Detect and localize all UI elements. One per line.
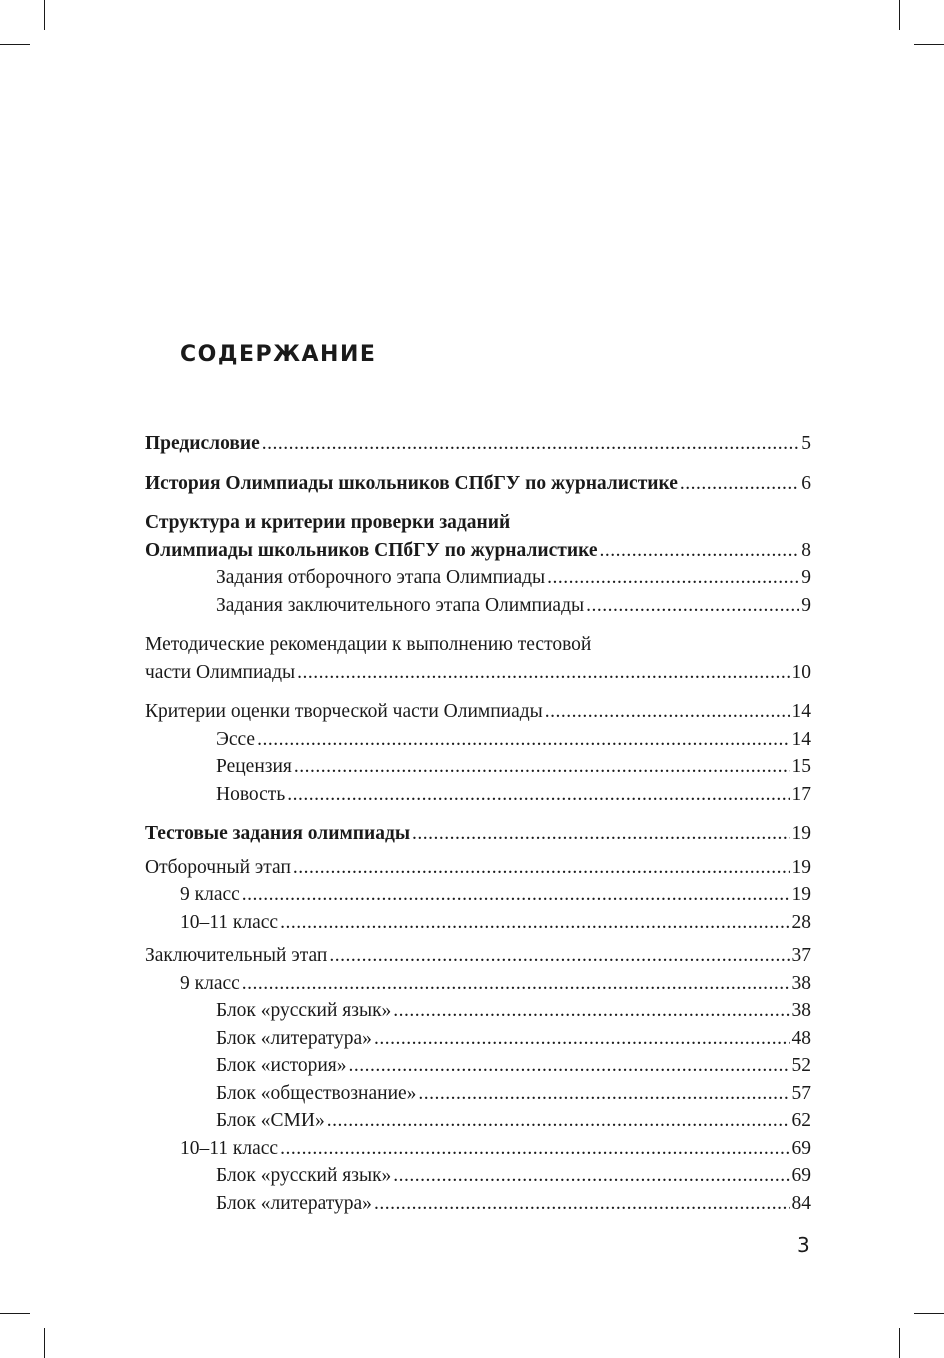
toc-page-number: 14 bbox=[791, 728, 811, 750]
toc-leader-dots bbox=[600, 537, 800, 565]
toc-page-number: 9 bbox=[801, 567, 811, 588]
toc-page-number: 69 bbox=[791, 1137, 811, 1159]
toc-page-number: 84 bbox=[791, 1192, 811, 1214]
toc-entry-title: Рецензия bbox=[216, 756, 292, 777]
toc-entry-grade10-11-literature[interactable] bbox=[145, 1190, 811, 1218]
toc-page-number: 14 bbox=[791, 701, 811, 722]
toc-entry-qualifying-stage[interactable] bbox=[145, 854, 811, 882]
toc-entry-grade9-literature[interactable] bbox=[145, 1025, 811, 1053]
toc-entry-title: Задания заключительного этапа Олимпиады bbox=[216, 594, 585, 616]
toc-entry-title: Задания отборочного этапа Олимпиады bbox=[216, 567, 546, 588]
toc-entry-title: Критерии оценки творческой части Олимпиады bbox=[145, 701, 543, 722]
toc-entry-review[interactable] bbox=[145, 753, 811, 781]
crop-mark-top-right bbox=[899, 0, 900, 30]
toc-entry-title: Заключительный этап bbox=[145, 945, 328, 966]
toc-page-number: 6 bbox=[801, 472, 811, 494]
toc-leader-dots bbox=[586, 592, 799, 620]
toc-entry-title: 10–11 класс bbox=[180, 1137, 279, 1159]
toc-entry-qualifying-grade-9[interactable] bbox=[145, 881, 811, 909]
toc-leader-dots bbox=[393, 1162, 789, 1190]
toc-leader-dots bbox=[545, 698, 790, 726]
toc-leader-dots bbox=[280, 1135, 789, 1163]
toc-leader-dots bbox=[262, 430, 799, 458]
toc-entry-final-tasks[interactable] bbox=[145, 592, 811, 620]
crop-mark-top-right-horizontal bbox=[914, 44, 944, 45]
toc-leader-dots bbox=[329, 942, 789, 970]
toc-page-number: 8 bbox=[801, 539, 811, 561]
toc-entry-structure[interactable] bbox=[145, 537, 811, 565]
toc-page-number: 52 bbox=[791, 1055, 811, 1076]
toc-entry-essay[interactable] bbox=[145, 726, 811, 754]
toc-leader-dots bbox=[327, 1107, 790, 1135]
toc-leader-dots bbox=[242, 970, 790, 998]
toc-entry-title: Блок «СМИ» bbox=[216, 1110, 325, 1131]
toc-entry-methodic-line1[interactable]: Методические рекомендации к выполнению тестовой bbox=[145, 634, 592, 655]
toc-entry-title: Блок «русский язык» bbox=[216, 1165, 392, 1186]
toc-page-number: 69 bbox=[791, 1165, 811, 1186]
toc-entry-criteria[interactable] bbox=[145, 698, 811, 726]
crop-mark-top-left-horizontal bbox=[0, 44, 30, 45]
toc-leader-dots bbox=[680, 470, 799, 498]
toc-entry-title: История Олимпиады школьников СПбГУ по журналистике bbox=[145, 472, 678, 494]
toc-leader-dots bbox=[293, 854, 790, 882]
toc-entry-structure-line1[interactable]: Структура и критерии проверки заданий bbox=[145, 512, 511, 533]
toc-entry-history[interactable] bbox=[145, 470, 811, 498]
toc-page-number: 19 bbox=[791, 823, 811, 844]
toc-leader-dots bbox=[297, 659, 789, 687]
toc-entry-title: Новость bbox=[216, 783, 286, 805]
toc-entry-grade9-social-studies[interactable] bbox=[145, 1080, 811, 1108]
toc-leader-dots bbox=[280, 909, 789, 937]
toc-page-number: 38 bbox=[791, 972, 811, 994]
toc-entry-title: Блок «литература» bbox=[216, 1192, 372, 1214]
toc-entry-final-grade-10-11[interactable] bbox=[145, 1135, 811, 1163]
toc-entry-final-stage[interactable] bbox=[145, 942, 811, 970]
toc-entry-title: 9 класс bbox=[180, 972, 240, 994]
page-title: СОДЕРЖАНИЕ bbox=[180, 342, 377, 367]
crop-mark-top-left bbox=[44, 0, 45, 30]
toc-entry-title: Отборочный этап bbox=[145, 856, 291, 878]
toc-leader-dots bbox=[547, 564, 799, 592]
toc-entry-grade9-russian[interactable] bbox=[145, 997, 811, 1025]
toc-page-number: 9 bbox=[801, 594, 811, 616]
toc-page-number: 19 bbox=[791, 856, 811, 878]
toc-leader-dots bbox=[294, 753, 790, 781]
toc-entry-final-grade-9[interactable] bbox=[145, 970, 811, 998]
toc-entry-title: 10–11 класс bbox=[180, 911, 279, 933]
toc-entry-title: Эссе bbox=[216, 728, 256, 750]
toc-leader-dots bbox=[257, 726, 789, 754]
toc-entry-title: Блок «литература» bbox=[216, 1027, 372, 1049]
toc-entry-title: Блок «обществознание» bbox=[216, 1082, 417, 1104]
toc-entry-title: Тестовые задания олимпиады bbox=[145, 823, 411, 844]
toc-entry-tests[interactable] bbox=[145, 820, 811, 848]
toc-entry-news[interactable] bbox=[145, 781, 811, 809]
toc-leader-dots bbox=[412, 820, 789, 848]
table-of-contents bbox=[145, 430, 811, 1217]
toc-entry-qualifying-tasks[interactable] bbox=[145, 564, 811, 592]
toc-page-number: 28 bbox=[791, 911, 811, 933]
toc-entry-title: Блок «история» bbox=[216, 1055, 347, 1076]
toc-leader-dots bbox=[287, 781, 789, 809]
toc-page-number: 17 bbox=[791, 783, 811, 805]
toc-page-number: 10 bbox=[791, 661, 811, 683]
toc-entry-methodic[interactable] bbox=[145, 659, 811, 687]
toc-page-number: 15 bbox=[791, 756, 811, 777]
toc-entry-qualifying-grade-10-11[interactable] bbox=[145, 909, 811, 937]
toc-page-number: 48 bbox=[791, 1027, 811, 1049]
toc-page-number: 37 bbox=[791, 945, 811, 966]
toc-page-number: 57 bbox=[791, 1082, 811, 1104]
toc-entry-title: 9 класс bbox=[180, 884, 240, 905]
toc-leader-dots bbox=[349, 1052, 790, 1080]
crop-mark-bottom-right bbox=[899, 1328, 900, 1358]
crop-mark-bottom-left-horizontal bbox=[0, 1313, 30, 1314]
toc-leader-dots bbox=[393, 997, 789, 1025]
toc-entry-grade9-media[interactable] bbox=[145, 1107, 811, 1135]
toc-page-number: 19 bbox=[791, 884, 811, 905]
crop-mark-bottom-right-horizontal bbox=[914, 1313, 944, 1314]
toc-page-number: 62 bbox=[791, 1110, 811, 1131]
toc-entry-grade10-11-russian[interactable] bbox=[145, 1162, 811, 1190]
toc-entry-title: Блок «русский язык» bbox=[216, 1000, 392, 1021]
toc-entry-preface[interactable] bbox=[145, 430, 811, 458]
page-number: 3 bbox=[797, 1233, 810, 1257]
toc-page-number: 38 bbox=[791, 1000, 811, 1021]
toc-page-number: 5 bbox=[801, 433, 811, 454]
toc-leader-dots bbox=[418, 1080, 789, 1108]
toc-entry-grade9-history[interactable] bbox=[145, 1052, 811, 1080]
toc-entry-title: Предисловие bbox=[145, 433, 260, 454]
toc-leader-dots bbox=[242, 881, 790, 909]
toc-leader-dots bbox=[374, 1025, 790, 1053]
toc-leader-dots bbox=[374, 1190, 790, 1218]
toc-entry-title: Олимпиады школьников СПбГУ по журналистике bbox=[145, 539, 598, 561]
toc-entry-title: части Олимпиады bbox=[145, 661, 296, 683]
crop-mark-bottom-left bbox=[44, 1328, 45, 1358]
